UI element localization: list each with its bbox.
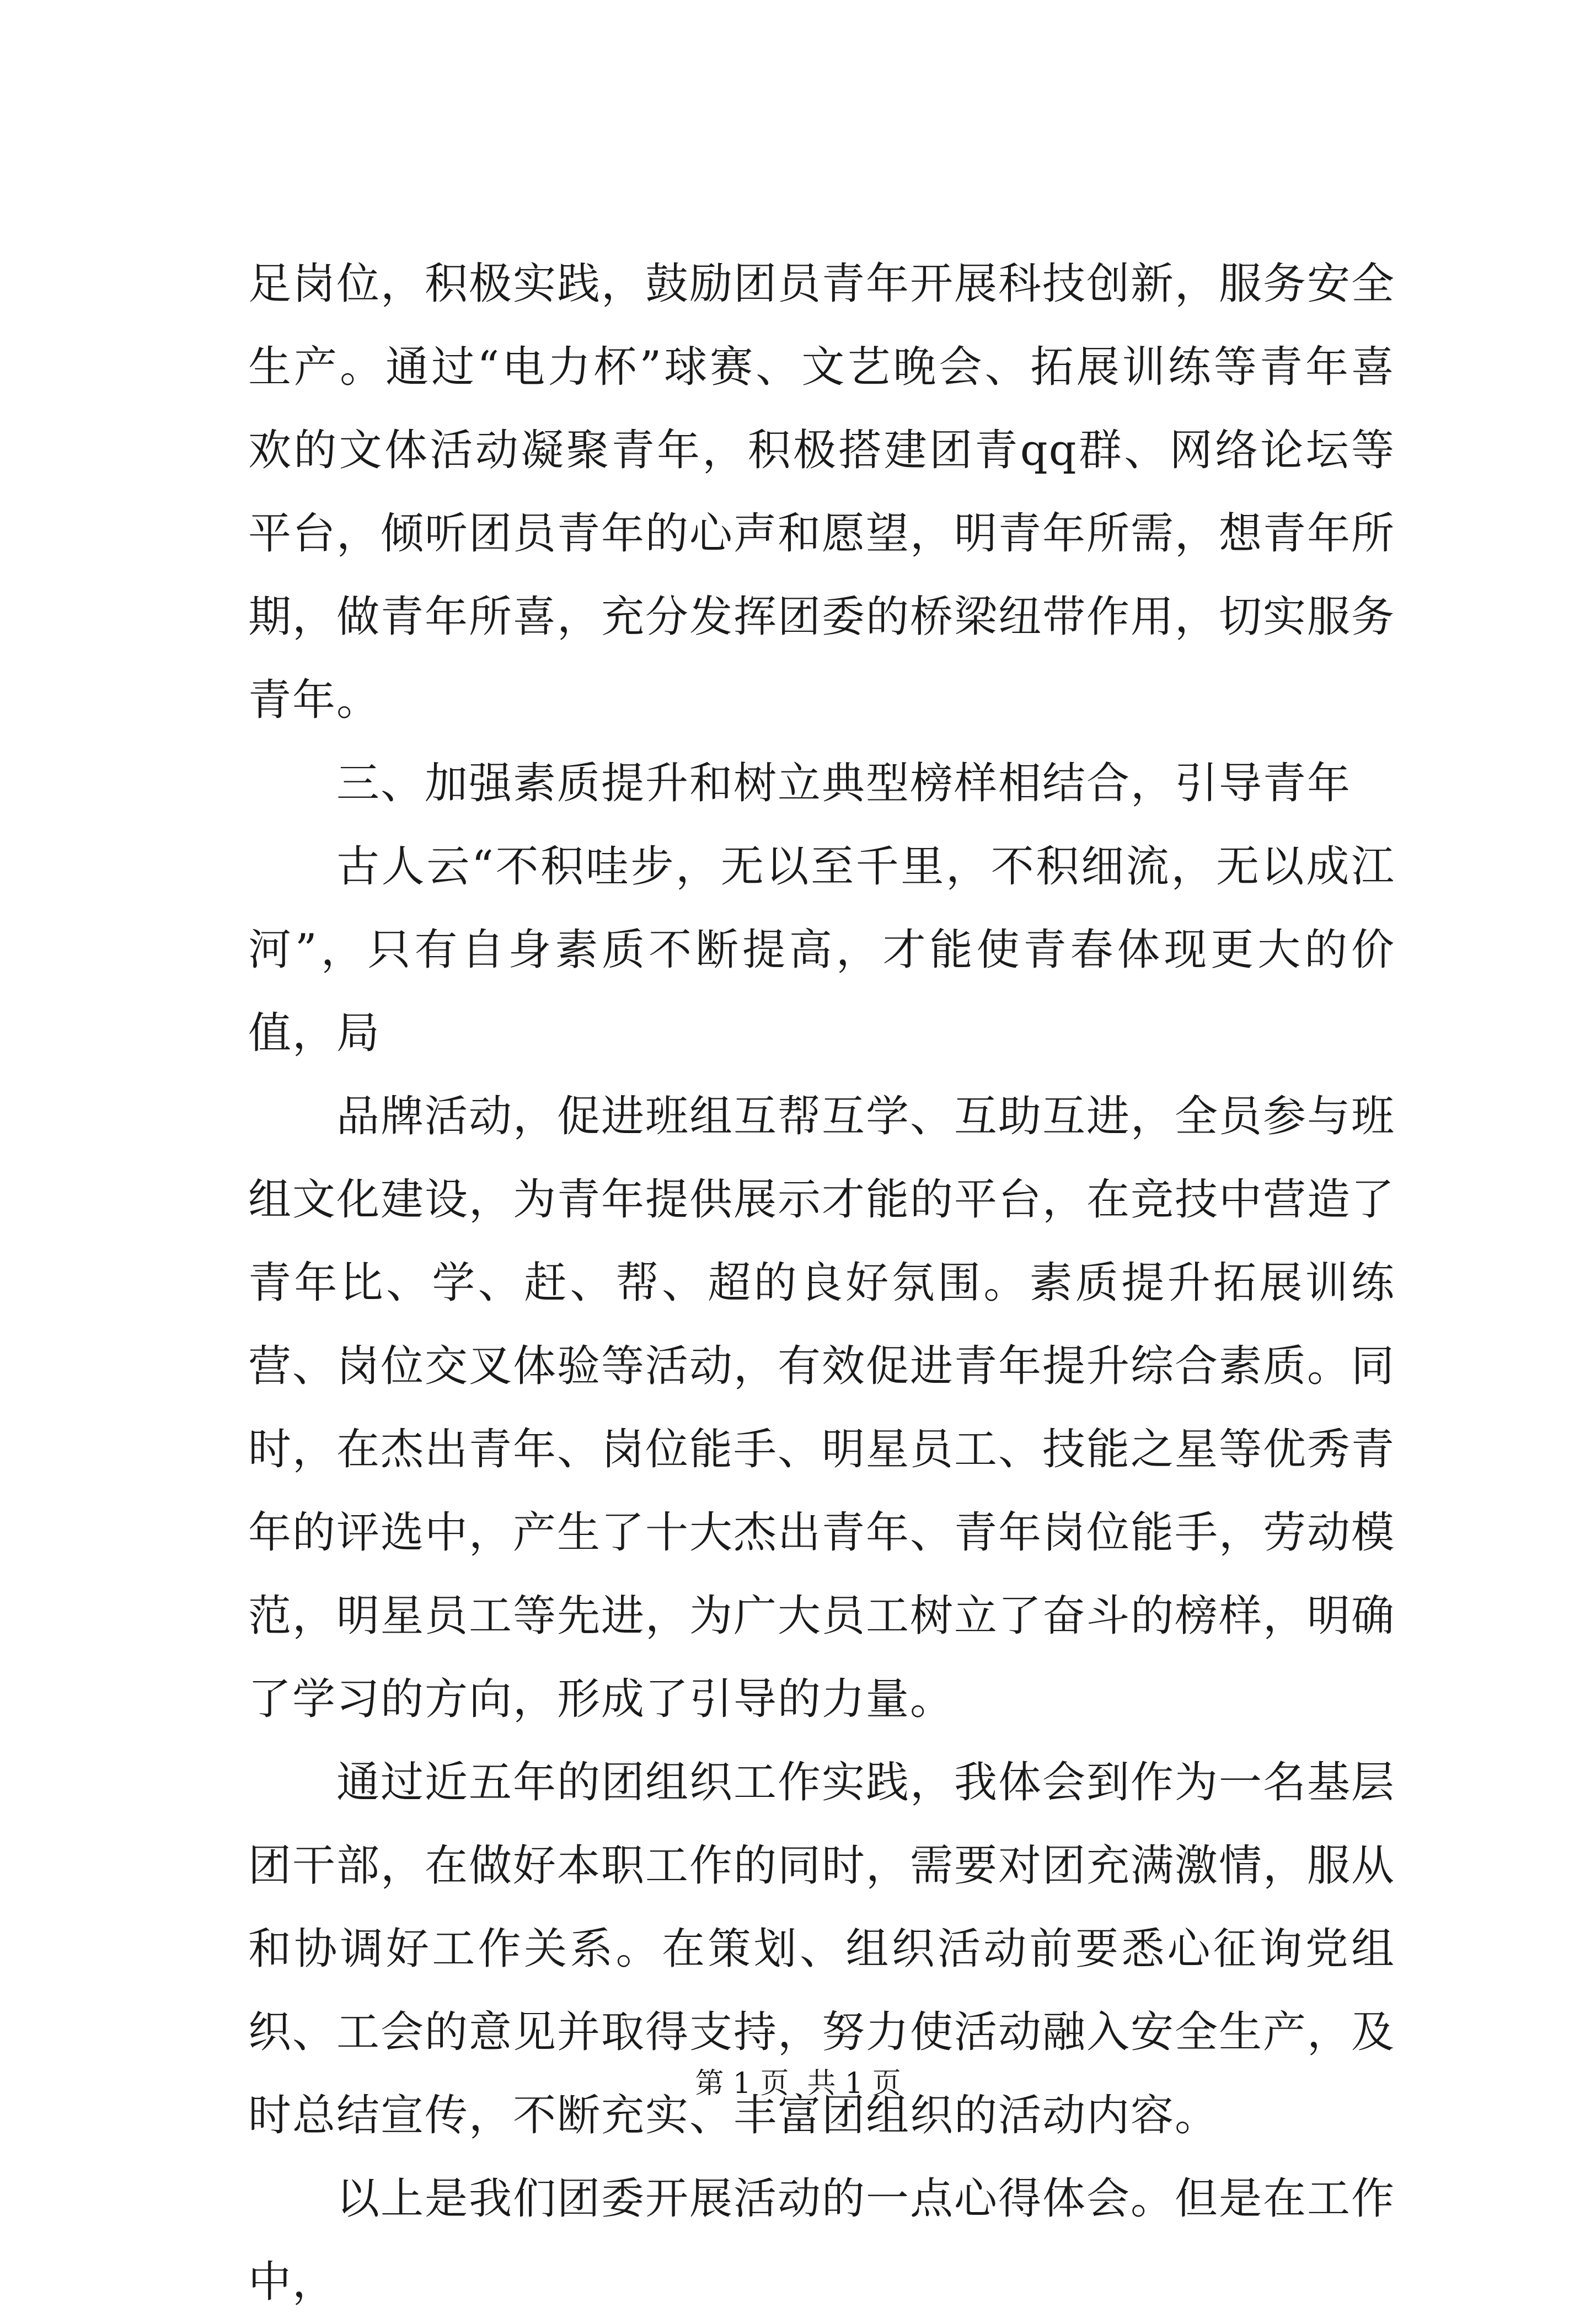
paragraph-5: 通过近五年的团组织工作实践，我体会到作为一名基层团干部，在做好本职工作的同时，需要对团充满激情，服从和协调好工作关系。在策划、组织活动前要悉心征询党组织、工会的意见并取得支持，努力使活动融入安全生产，及时总结宣传，不断充实、丰富团组织的活动内容。 (248, 1758, 1396, 2140)
paragraph-4: 品牌活动，促进班组互帮互学、互助互进，全员参与班组文化建设，为青年提供展示才能的平台，在竞技中营造了青年比、学、赶、帮、超的良好氛围。素质提升拓展训练营、岗位交叉体验等活动，有效促进青年提升综合素质。同时，在杰出青年、岗位能手、明星员工、技能之星等优秀青年的评选中，产生了十大杰出青年、青年岗位能手，劳动模范，明星员工等先进，为广大员工树立了奋斗的榜样，明确了学习的方向，形成了引导的力量。 (248, 1092, 1396, 1724)
paragraph-3: 古人云“不积哇步，无以至千里，不积细流，无以成江河”，只有自身素质不断提高，才能使青春体现更大的价值，局 (248, 842, 1395, 1058)
document-body (248, 243, 1395, 2324)
paragraph-6: 以上是我们团委开展活动的一点心得体会。但是在工作中， (248, 2174, 1396, 2307)
paragraph-1: 足岗位，积极实践，鼓励团员青年开展科技创新，服务安全生产。通过“电力杯”球赛、文艺晚会、拓展训练等青年喜欢的文体活动凝聚青年，积极搭建团青qq群、网络论坛等平台，倾听团员青年的心声和愿望，明青年所需，想青年所期，做青年所喜，充分发挥团委的桥梁纽带作用，切实服务青年。 (248, 259, 1396, 725)
page-footer: 第 1 页 共 1 页 (695, 2067, 901, 2100)
paragraph-2-heading: 三、加强素质提升和树立典型榜样相结合，引导青年 (336, 759, 1352, 808)
